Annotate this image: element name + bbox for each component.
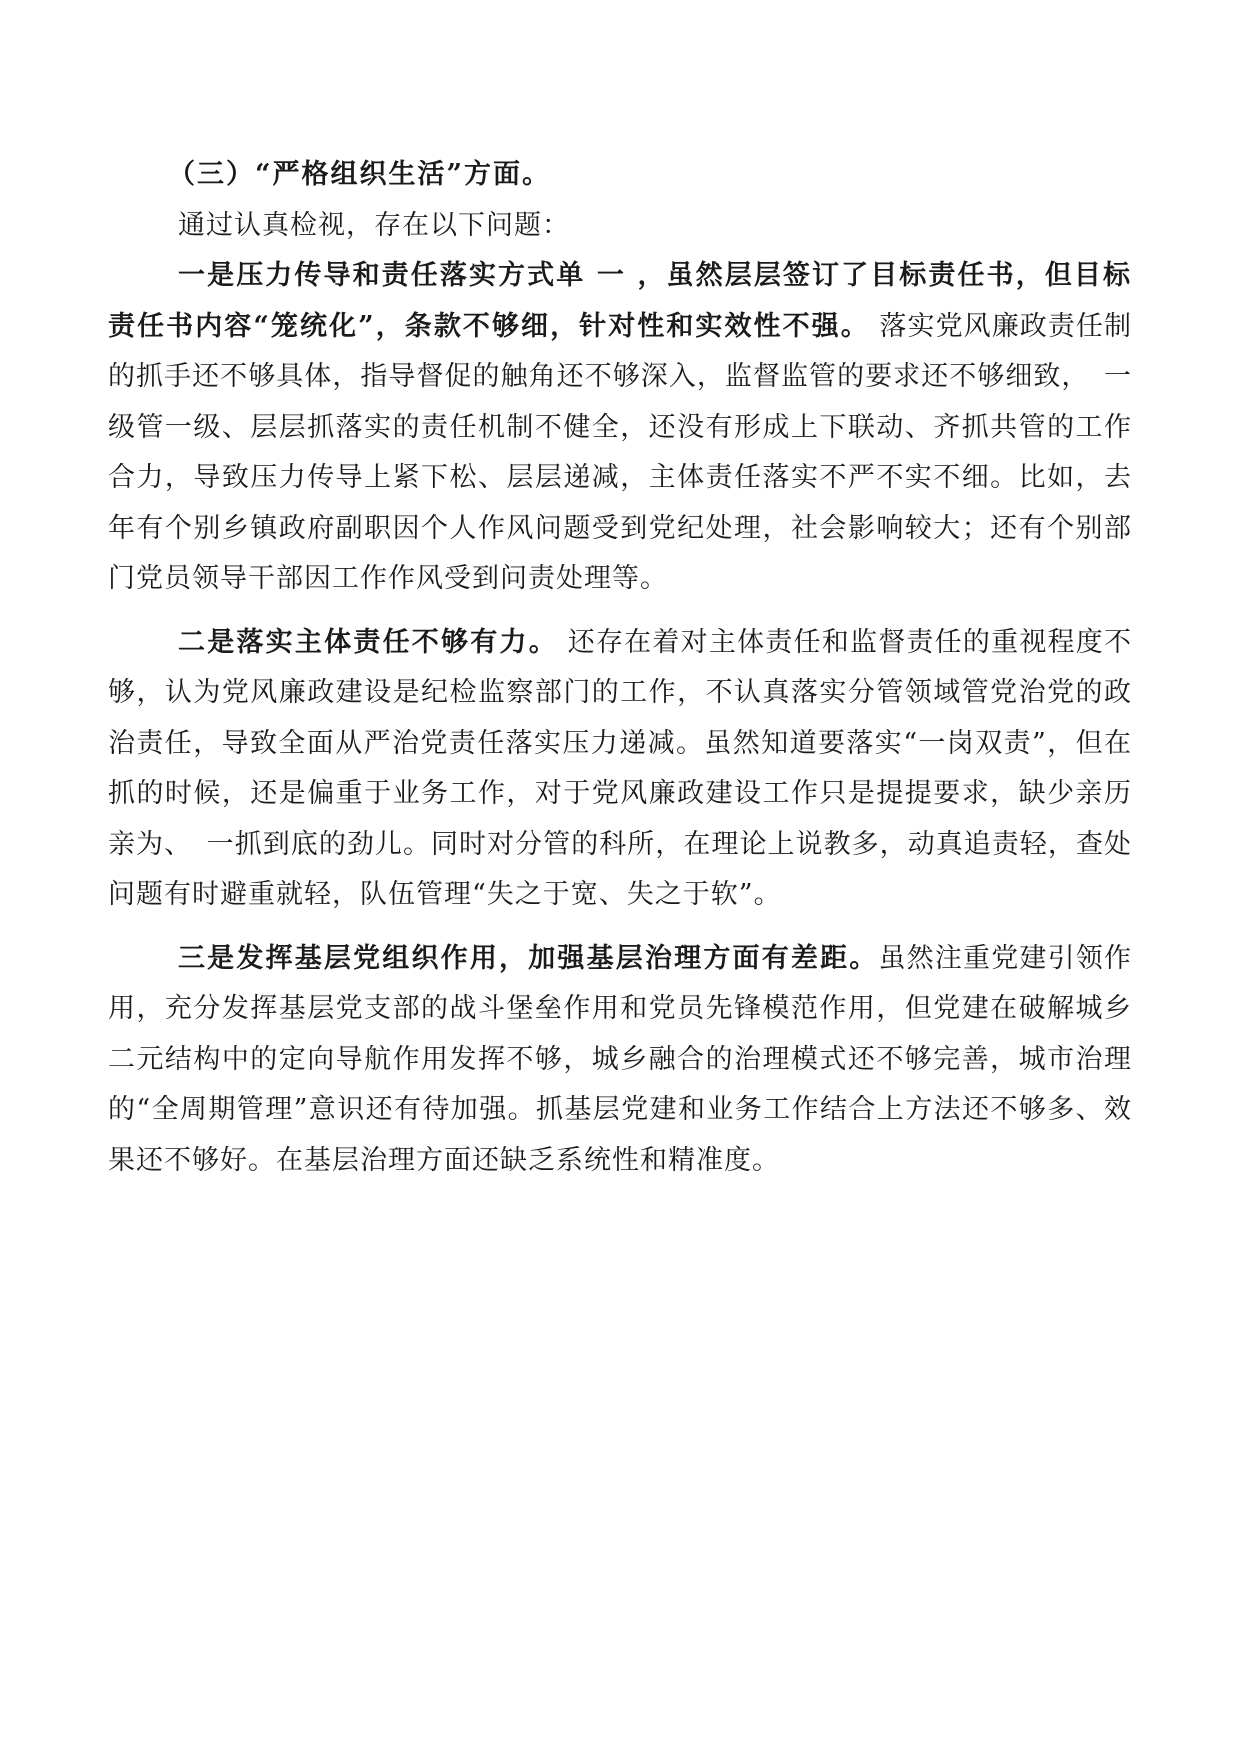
problem-paragraph-2 xyxy=(108,618,1132,921)
problem-3-lead: 三是发挥基层党组织作用，加强基层治理方面有差距。 xyxy=(178,942,879,974)
problem-2-lead: 二是落实主体责任不够有力。 xyxy=(178,626,558,658)
problem-3-text: 虽然注重党建引领作用，充分发挥基层党支部的战斗堡垒作用和党员先锋模范作用，但党建在破解城乡二元结构中的定向导航作用发挥不够，城乡融合的治理模式还不够完善，城市治理的“全周期管理”意识还有待加强。抓基层党建和业务工作结合上方法还不够多、效果还不够好。在基层治理方面还缺乏系统性和精准度。 xyxy=(108,942,1132,1176)
intro-text: 通过认真检视，存在以下问题： xyxy=(178,209,570,241)
problem-1-lead: 一是压力传导和责任落实方式单 一 ，虽然层层签订了目标责任书，但目标责任书内容“笼统化”，条款不够细，针对性和实效性不强。 xyxy=(108,260,1132,342)
problem-paragraph-3 xyxy=(108,934,1132,1187)
problem-2-text: 还存在着对主体责任和监督责任的重视程度不够，认为党风廉政建设是纪检监察部门的工作，不认真落实分管领域管党治党的政治责任，导致全面从严治党责任落实压力递减。虽然知道要落实“一岗双责”，但在抓的时候，还是偏重于业务工作，对于党风廉政建设工作只是提提要求，缺少亲历亲为、 一抓到底的劲儿。同时对分管的科所，在理论上说教多，动真追责轻，查处问题有时避重就轻，队伍管理“失之于宽、失之于软”。 xyxy=(108,626,1132,910)
document-body xyxy=(108,150,1132,1186)
problem-paragraph-1 xyxy=(108,251,1132,605)
intro-paragraph xyxy=(108,201,1132,252)
problem-1-text: 落实党风廉政责任制的抓手还不够具体，指导督促的触角还不够深入，监督监管的要求还不够细致， 一级管一级、层层抓落实的责任机制不健全，还没有形成上下联动、齐抓共管的工作合力，导致压力传导上紧下松、层层递减，主体责任落实不严不实不细。比如，去年有个别乡镇政府副职因个人作风问题受到党纪处理，社会影响较大；还有个别部门党员领导干部因工作作风受到问责处理等。 xyxy=(108,310,1132,594)
section-heading: （三）“严格组织生活”方面。 xyxy=(168,159,552,190)
